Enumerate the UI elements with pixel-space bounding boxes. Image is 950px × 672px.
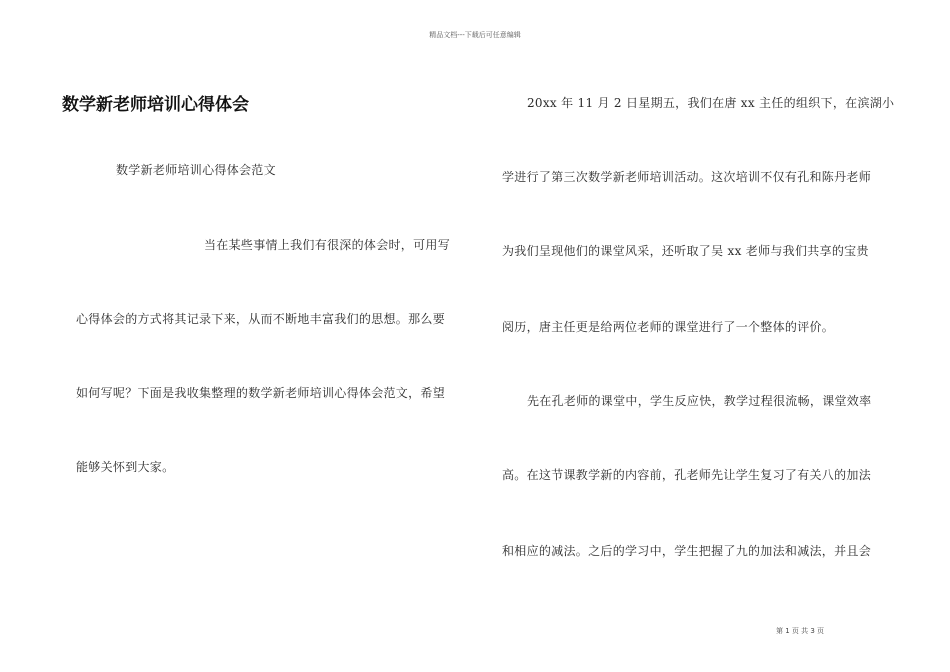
paragraph-line: 阅历，唐主任更是给两位老师的课堂进行了一个整体的评价。 (502, 320, 835, 334)
paragraph-line: 为我们呈现他们的课堂风采，还听取了吴 xx 老师与我们共享的宝贵 (502, 244, 869, 258)
paragraph-line: 先在孔老师的课堂中，学生反应快，教学过程很流畅，课堂效率 (527, 394, 872, 408)
document-title: 数学新老师培训心得体会 (62, 95, 249, 115)
paragraph-line: 学进行了第三次数学新老师培训活动。这次培训不仅有孔和陈丹老师 (502, 170, 872, 184)
paragraph-line: 高。在这节课教学新的内容前，孔老师先让学生复习了有关八的加法 (502, 468, 872, 482)
page-indicator: 第 1 页 共 3 页 (776, 627, 825, 635)
paragraph-line: 当在某些事情上我们有很深的体会时，可用写 (204, 238, 451, 252)
paragraph-line: 20xx 年 11 月 2 日星期五，我们在唐 xx 主任的组织下，在滨湖小 (527, 96, 895, 110)
paragraph-line: 和相应的减法。之后的学习中，学生把握了九的加法和减法，并且会 (502, 544, 872, 558)
header-note: 精品文档---下载后可任意编辑 (429, 31, 521, 39)
paragraph-line: 心得体会的方式将其记录下来，从而不断地丰富我们的思想。那么要 (76, 312, 446, 326)
paragraph-line: 如何写呢？下面是我收集整理的数学新老师培训心得体会范文，希望 (76, 386, 446, 400)
paragraph-line: 能够关怀到大家。 (76, 460, 175, 474)
subtitle: 数学新老师培训心得体会范文 (116, 163, 276, 177)
